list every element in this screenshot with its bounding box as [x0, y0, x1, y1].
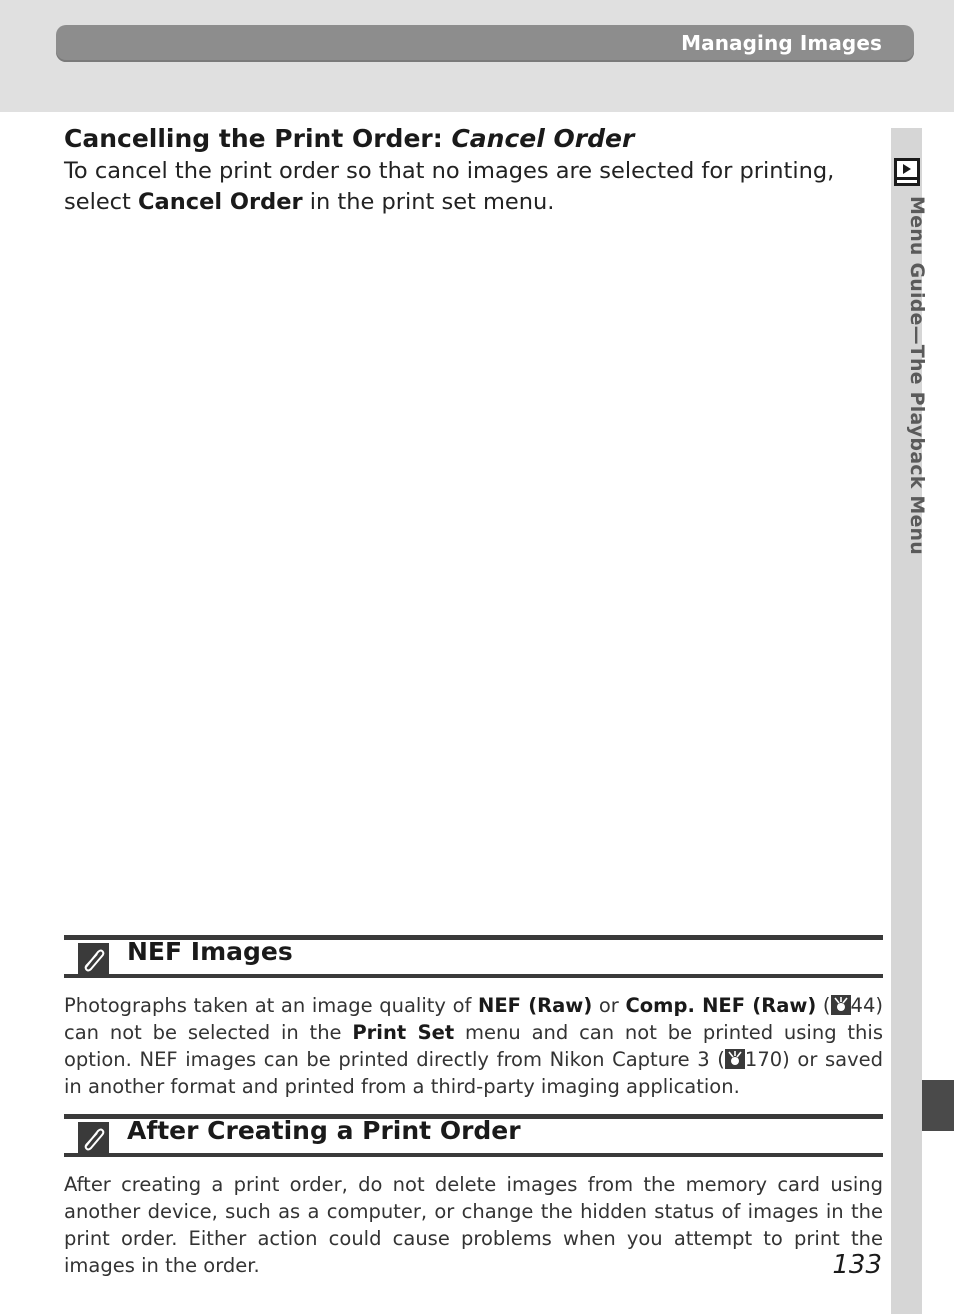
note-text: (	[816, 994, 831, 1017]
section-title-italic: Cancel Order	[451, 124, 635, 153]
page-reference[interactable]: 170	[744, 1048, 783, 1071]
note-title: After Creating a Print Order	[127, 1116, 521, 1145]
note-body	[64, 992, 883, 1100]
section-title	[64, 124, 634, 153]
note-header	[64, 1116, 883, 1153]
page-number: 133	[832, 1250, 882, 1280]
note-nef-images	[64, 935, 883, 1100]
section-body-bold: Cancel Order	[138, 189, 303, 215]
note-bold: NEF (Raw)	[478, 994, 593, 1017]
note-rule-bottom	[64, 974, 883, 978]
note-after-creating	[64, 1114, 883, 1279]
note-bold: Comp. NEF (Raw)	[625, 994, 817, 1017]
page-reference-icon	[725, 1049, 745, 1069]
section-body-text: To cancel the print order so that no images are selected for printing, select	[64, 158, 835, 215]
note-text: menu and can not be printed using this option. NEF images can be printed directly from Nikon Capture 3 (	[64, 1021, 883, 1071]
note-icon	[78, 943, 109, 975]
note-body: After creating a print order, do not delete images from the memory card using another device, such as a computer, or change the hidden status of images in the print order. Either action could cause problems when you attempt to print the images in the order.	[64, 1173, 883, 1277]
note-text: ) or saved in another format and printed from a third-party imaging application.	[64, 1048, 883, 1098]
chapter-header	[56, 25, 914, 62]
note-text: ) can not be selected in the	[64, 994, 883, 1044]
section-body-text-end: in the print set menu.	[302, 189, 555, 215]
chapter-title: Managing Images	[681, 31, 882, 55]
note-title: NEF Images	[127, 937, 293, 966]
note-icon	[78, 1122, 109, 1154]
note-text: Photographs taken at an image quality of	[64, 994, 479, 1017]
note-text: or	[592, 994, 626, 1017]
section-body	[64, 156, 886, 218]
note-bold: Print Set	[352, 1021, 455, 1044]
side-tab-label: Menu Guide—The Playback Menu	[906, 196, 928, 556]
section-title-plain: Cancelling the Print Order:	[64, 124, 452, 153]
note-header	[64, 937, 883, 974]
playback-icon	[893, 157, 921, 187]
note-rule-bottom	[64, 1153, 883, 1157]
side-thumb-marker	[922, 1080, 954, 1131]
page-reference[interactable]: 44	[850, 994, 876, 1017]
page-reference-icon	[831, 995, 851, 1015]
